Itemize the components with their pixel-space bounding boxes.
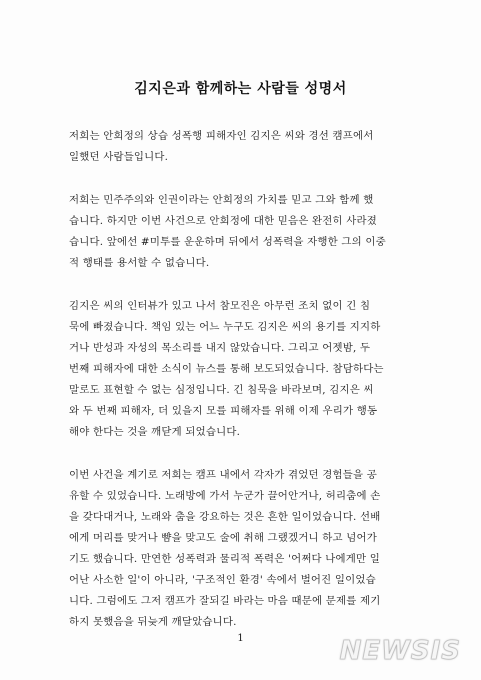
- paragraph-line: 저희는 민주주의와 인권이라는 안희정의 가치를 믿고 그와 함께 했: [69, 194, 374, 206]
- paragraph-line: 저희는 안희정의 상습 성폭행 피해자인 김지은 씨와 경선 캠프에서: [69, 130, 374, 142]
- paragraph-line: 번째 피해자에 대한 소식이 뉴스를 통해 보도되었습니다. 참담하다는: [69, 363, 384, 375]
- paragraph: [69, 296, 411, 443]
- newsis-watermark: NEWSIS: [339, 636, 461, 666]
- paragraph-line: 습니다. 앞에선 #미투를 운운하며 뒤에서 성폭력을 자행한 그의 이중: [69, 236, 386, 248]
- page-number: 1: [237, 633, 244, 644]
- paragraph: [69, 190, 411, 274]
- paragraph-line: 적 행태를 용서할 수 없습니다.: [69, 257, 210, 269]
- paragraph-line: 묵에 빠졌습니다. 책임 있는 어느 누구도 김지은 씨의 용기를 지지하: [69, 321, 381, 333]
- document-body: [69, 126, 411, 655]
- paragraph-line: 거나 반성과 자성의 목소리를 내지 않았습니다. 그리고 어젯밤, 두: [69, 342, 371, 354]
- paragraph-line: 일했던 사람들입니다.: [69, 151, 169, 163]
- paragraph-line: 습니다. 하지만 이번 사건으로 안희정에 대한 믿음은 완전히 사라졌: [69, 215, 377, 227]
- paragraph-line: 해야 한다는 것을 깨닫게 되었습니다.: [69, 426, 241, 438]
- document-title: 김지은과 함께하는 사람들 성명서: [134, 81, 347, 97]
- paragraph-line: 기도 했습니다. 만연한 성폭력과 물리적 폭력은 '어쩌다 나에게만 일: [69, 553, 380, 565]
- paragraph-line: 에게 머리를 맞거나 뺨을 맞고도 술에 취해 그랬겠거니 하고 넘어가: [69, 532, 377, 544]
- paragraph: [69, 465, 411, 633]
- paragraph-line: 김지은 씨의 인터뷰가 있고 나서 참모진은 아무런 조치 없이 긴 침: [69, 300, 371, 312]
- paragraph-line: 유할 수 있었습니다. 노래방에 가서 누군가 끌어안거나, 허리춤에 손: [69, 490, 381, 502]
- paragraph-line: 이번 사건을 계기로 저희는 캠프 내에서 각자가 겪었던 경험들을 공: [69, 469, 377, 481]
- paragraph-line: 을 갖다대거나, 노래와 춤을 강요하는 것은 흔한 일이었습니다. 선배: [69, 511, 381, 523]
- paragraph-line: 니다. 그럼에도 그저 캠프가 잘되길 바라는 마음 때문에 문제를 제기: [69, 595, 381, 607]
- paragraph-line: 말로도 표현할 수 없는 심정입니다. 긴 침묵을 바라보며, 김지은 씨: [69, 384, 374, 396]
- paragraph: [69, 126, 411, 168]
- paragraph-line: 하지 못했음을 뒤늦게 깨달았습니다.: [69, 616, 237, 628]
- paragraph-line: 와 두 번째 피해자, 더 있을지 모를 피해자를 위해 이제 우리가 행동: [69, 405, 378, 417]
- paragraph-line: 어난 사소한 일'이 아니라, '구조적인 환경' 속에서 벌어진 일이었습: [69, 574, 376, 586]
